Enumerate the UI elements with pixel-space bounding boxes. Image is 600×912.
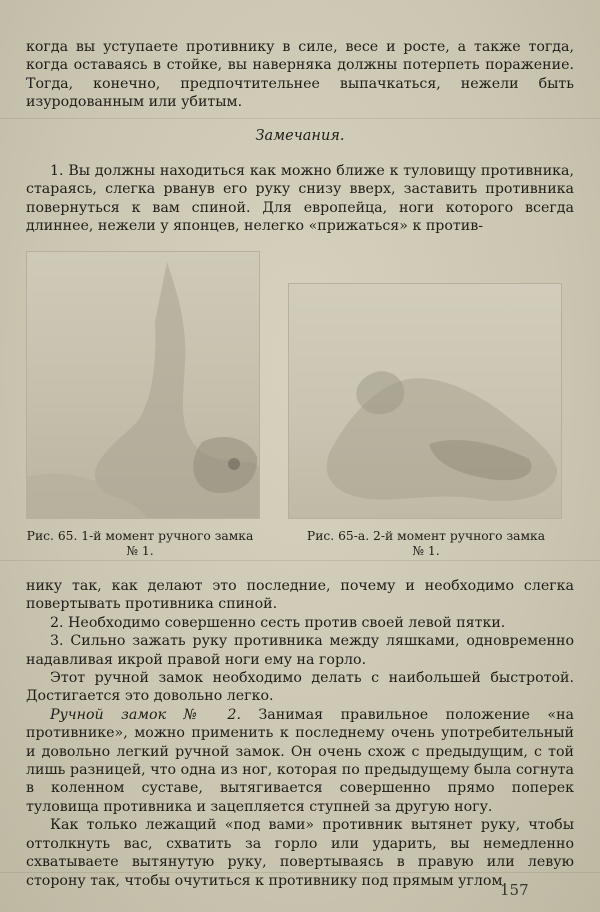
remark-3: 3. Сильно зажать руку противника между ляшками, одновременно надавливая икрой правой ноги ему на горло. (26, 633, 574, 668)
figure-65a-caption (292, 529, 560, 559)
figure-65-caption-line-1: Рис. 65. 1-й момент ручного замка (26, 529, 254, 543)
scan-artifact-line (0, 118, 600, 119)
wrestlers-photo-1 (27, 252, 259, 518)
remarks-heading: Замечания. (255, 128, 345, 144)
lower-text-block (26, 577, 574, 890)
wrestlers-photo-2 (289, 284, 561, 518)
remark-1-part-1: 1. Вы должны находиться как можно ближе к туловищу противника, стараясь, слегка рванув его руку снизу вверх, заставить противника повернуться к вам спиной. Для европейца, ноги которого всегда длиннее, нежели у японцев, нелегко «прижаться» к против- (26, 163, 574, 235)
top-text-block (26, 38, 574, 112)
figure-65a-caption-line-1: Рис. 65-а. 2-й момент ручного замка (306, 529, 546, 543)
remark-1-block (26, 162, 574, 236)
figure-65-photo (26, 251, 260, 519)
figure-65-caption (20, 529, 260, 559)
lock-2-title: Ручной замок № 2. (50, 706, 241, 723)
closing-paragraph: Этот ручной замок необходимо делать с наибольшей быстротой. Достигается это довольно легко. (26, 670, 574, 705)
remark-1-part-2: нику так, как делают это последние, почему и необходимо слегка повертывать противника спиной. (26, 578, 574, 613)
remark-2: 2. Необходимо совершенно сесть против своей левой пятки. (50, 614, 506, 631)
lock-2-paragraph (26, 706, 574, 816)
figure-65a-caption-line-2: № 1. (412, 544, 440, 558)
final-paragraph: Как только лежащий «под вами» противник вытянет руку, чтобы оттолкнуть вас, схватить за горло или ударить, вы немедленно схватываете вытянутую руку, повертываясь в правую или левую сторону так, чтобы очутиться к противнику под прямым углом. (26, 817, 574, 889)
top-paragraph: когда вы уступаете противнику в силе, весе и росте, а также тогда, когда оставаясь в стойке, вы наверняка должны потерпеть поражение. Тогда, конечно, предпочтительнее выпачкаться, нежели быть изуродованным или убитым. (26, 39, 574, 111)
figure-65-caption-line-2: № 1. (126, 544, 154, 558)
figure-65a-photo (288, 283, 562, 519)
page-number: 157 (500, 881, 529, 899)
scan-artifact-line (0, 560, 600, 561)
lock-2-text: Занимая правильное положение «на противнике», можно применить к последнему очень употребительный и довольно легкий ручной замок. Он очень схож с предыдущим, с той лишь разницей, что одна из ног, которая по предыдущему была согнута в коленном суставе, вытягивается совершенно прямо поперек туловища противника и зацепляется ступней за другую ногу. (26, 706, 575, 815)
